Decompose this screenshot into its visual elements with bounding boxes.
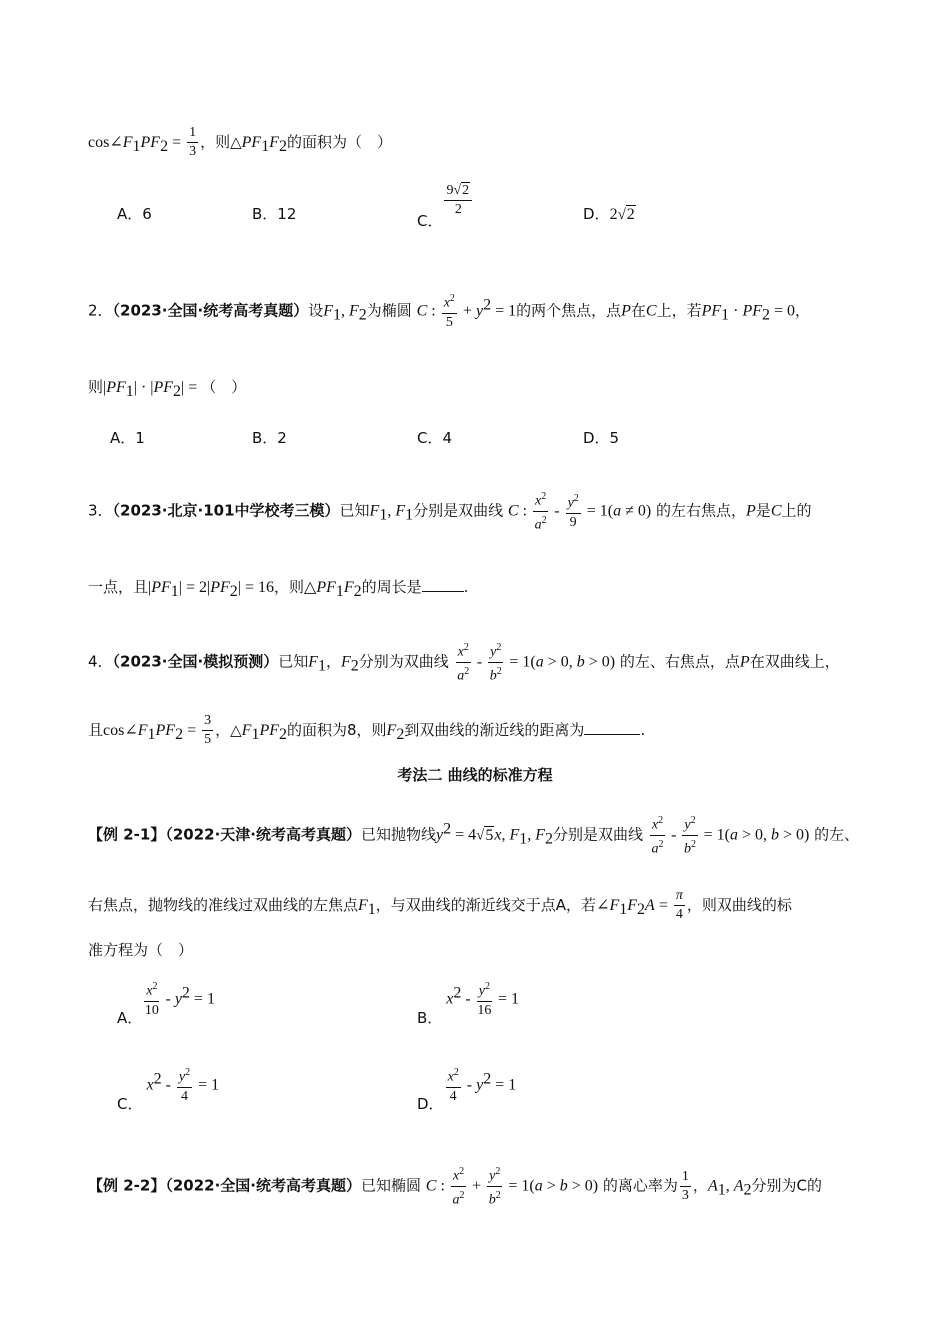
- ex21-option-d[interactable]: D． $\frac{x^2}{4}$ - $y^2 = 1$: [417, 1064, 516, 1106]
- q2-option-b[interactable]: B．2: [252, 429, 287, 447]
- ex21-option-b[interactable]: B． $x^2$ - $\frac{y^2}{16}$ = 1: [417, 978, 519, 1020]
- q2-option-c[interactable]: C．4: [417, 429, 453, 447]
- ex21-option-a-fraction: $\frac{x^2}{10}$: [144, 978, 159, 1020]
- q3-stem-line1: 3．（2023·北京·101中学校考三模）已知$F_1$, $F_1$分别是双曲线 C : $\frac{x^2}{a^2}$ - $\frac{y^2}{9}$ = 1(a ≠ 0) 的左右焦点，P是C上的: [88, 488, 812, 534]
- ex21-stem-line1: 【例 2-1】（2022·天津·统考高考真题）已知抛物线$y^2 = 4√5x$, $F_1$, $F_2$分别是双曲线 $\frac{x^2}{a^2}$ - $\frac{y^2}{b^2}$ = 1(a > 0, b > 0) 的左、: [88, 812, 859, 858]
- q2-ellipse-fraction: $\frac{x^2}{5}$: [442, 290, 457, 332]
- q4-stem-line2: 且$\cos\angle F_1PF_2$ = $\frac{3}{5}$ ，$\triangle F_1PF_2$的面积为8，则$F_2$到双曲线的渐近线的距离为 .: [88, 713, 646, 747]
- ex22-ellipse-frac-x: $\frac{x^2}{a^2}$: [451, 1163, 466, 1209]
- q1-option-d[interactable]: D．2√2: [583, 205, 635, 223]
- q4-answer-blank[interactable]: [584, 734, 640, 735]
- ex22-fraction-one-third: $\frac{1}{3}$: [681, 1168, 689, 1203]
- ex21-option-a[interactable]: A． $\frac{x^2}{10}$ - $y^2 = 1$: [117, 978, 215, 1020]
- q4-hyperbola-frac-y: $\frac{y^2}{b^2}$: [488, 639, 503, 685]
- q2-stem-line1: 2．（2023·全国·统考高考真题）设$F_1$, $F_2$为椭圆 C : $\frac{x^2}{5}$ + $y^2 = 1$的两个焦点，点P在C上，若$PF_1 \cdot PF_2 = 0$，: [88, 290, 810, 332]
- q3-answer-blank[interactable]: [422, 591, 464, 592]
- q2-option-a[interactable]: A．1: [110, 429, 145, 447]
- q1-option-c-fraction: $\frac{9√2}{2}$: [444, 182, 472, 219]
- section-title: 考法二 曲线的标准方程: [397, 766, 553, 784]
- ex21-stem-line3: 准方程为（ ）: [88, 941, 194, 959]
- q1-option-a[interactable]: A．6: [117, 205, 152, 223]
- q1-option-b[interactable]: B．12: [252, 205, 297, 223]
- q1-formula-cos: cos∠: [88, 134, 123, 151]
- ex21-stem-line2: 右焦点，抛物线的准线过双曲线的左焦点$F_1$，与双曲线的渐近线交于点A，若$\angle F_1F_2A$ = $\frac{\pi}{4}$ ，则双曲线的标: [88, 888, 792, 922]
- q1-option-c[interactable]: C． $\frac{9√2}{2}$: [417, 182, 474, 219]
- ex22-stem-line1: 【例 2-2】（2022·全国·统考高考真题）已知椭圆 C : $\frac{x^2}{a^2}$ + $\frac{y^2}{b^2}$ = 1(a > b > 0) 的离心率为 $\frac{1}{3}$ ，$A_1$, $A_2$分别为C的: [88, 1163, 822, 1209]
- ex21-hyperbola-frac-y: $\frac{y^2}{b^2}$: [682, 812, 697, 858]
- q2-option-d[interactable]: D．5: [583, 429, 620, 447]
- q4-hyperbola-frac-x: $\frac{x^2}{a^2}$: [456, 639, 471, 685]
- ex21-option-c-fraction: $\frac{y^2}{4}$: [177, 1064, 192, 1106]
- ex21-option-d-fraction: $\frac{x^2}{4}$: [446, 1064, 461, 1106]
- ex21-option-c[interactable]: C． $x^2$ - $\frac{y^2}{4}$ = 1: [117, 1064, 219, 1106]
- ex21-fraction-pi-over-4: $\frac{\pi}{4}$: [675, 888, 683, 922]
- q2-stem-line2: 则$|PF_1| \cdot |PF_2|$ = （ ）: [88, 378, 247, 400]
- q3-hyperbola-frac-x: $\frac{x^2}{a^2}$: [533, 488, 548, 534]
- q3-hyperbola-frac-y: $\frac{y^2}{9}$: [566, 490, 581, 532]
- q3-stem-line2: 一点，且$|PF_1| = 2|PF_2| = 16$，则$\triangle PF_1F_2$的周长是 .: [88, 578, 469, 600]
- q4-stem-line1: 4．（2023·全国·模拟预测）已知$F_1$，$F_2$分别为双曲线 $\frac{x^2}{a^2}$ - $\frac{y^2}{b^2}$ = 1(a > 0, b > 0) 的左、右焦点，点P在双曲线上，: [88, 639, 840, 685]
- q1-fraction-one-third: $\frac{1}{3}$: [189, 125, 197, 159]
- q1-stem-continuation: $\cos\angle F_1PF_2$ = $\frac{1}{3}$ ，则$\triangle PF_1F_2$的面积为（ ）: [88, 125, 392, 159]
- ex22-ellipse-frac-y: $\frac{y^2}{b^2}$: [487, 1163, 502, 1209]
- ex21-option-b-fraction: $\frac{y^2}{16}$: [477, 978, 492, 1020]
- ex21-hyperbola-frac-x: $\frac{x^2}{a^2}$: [650, 812, 665, 858]
- q4-fraction-three-fifths: $\frac{3}{5}$: [204, 713, 212, 747]
